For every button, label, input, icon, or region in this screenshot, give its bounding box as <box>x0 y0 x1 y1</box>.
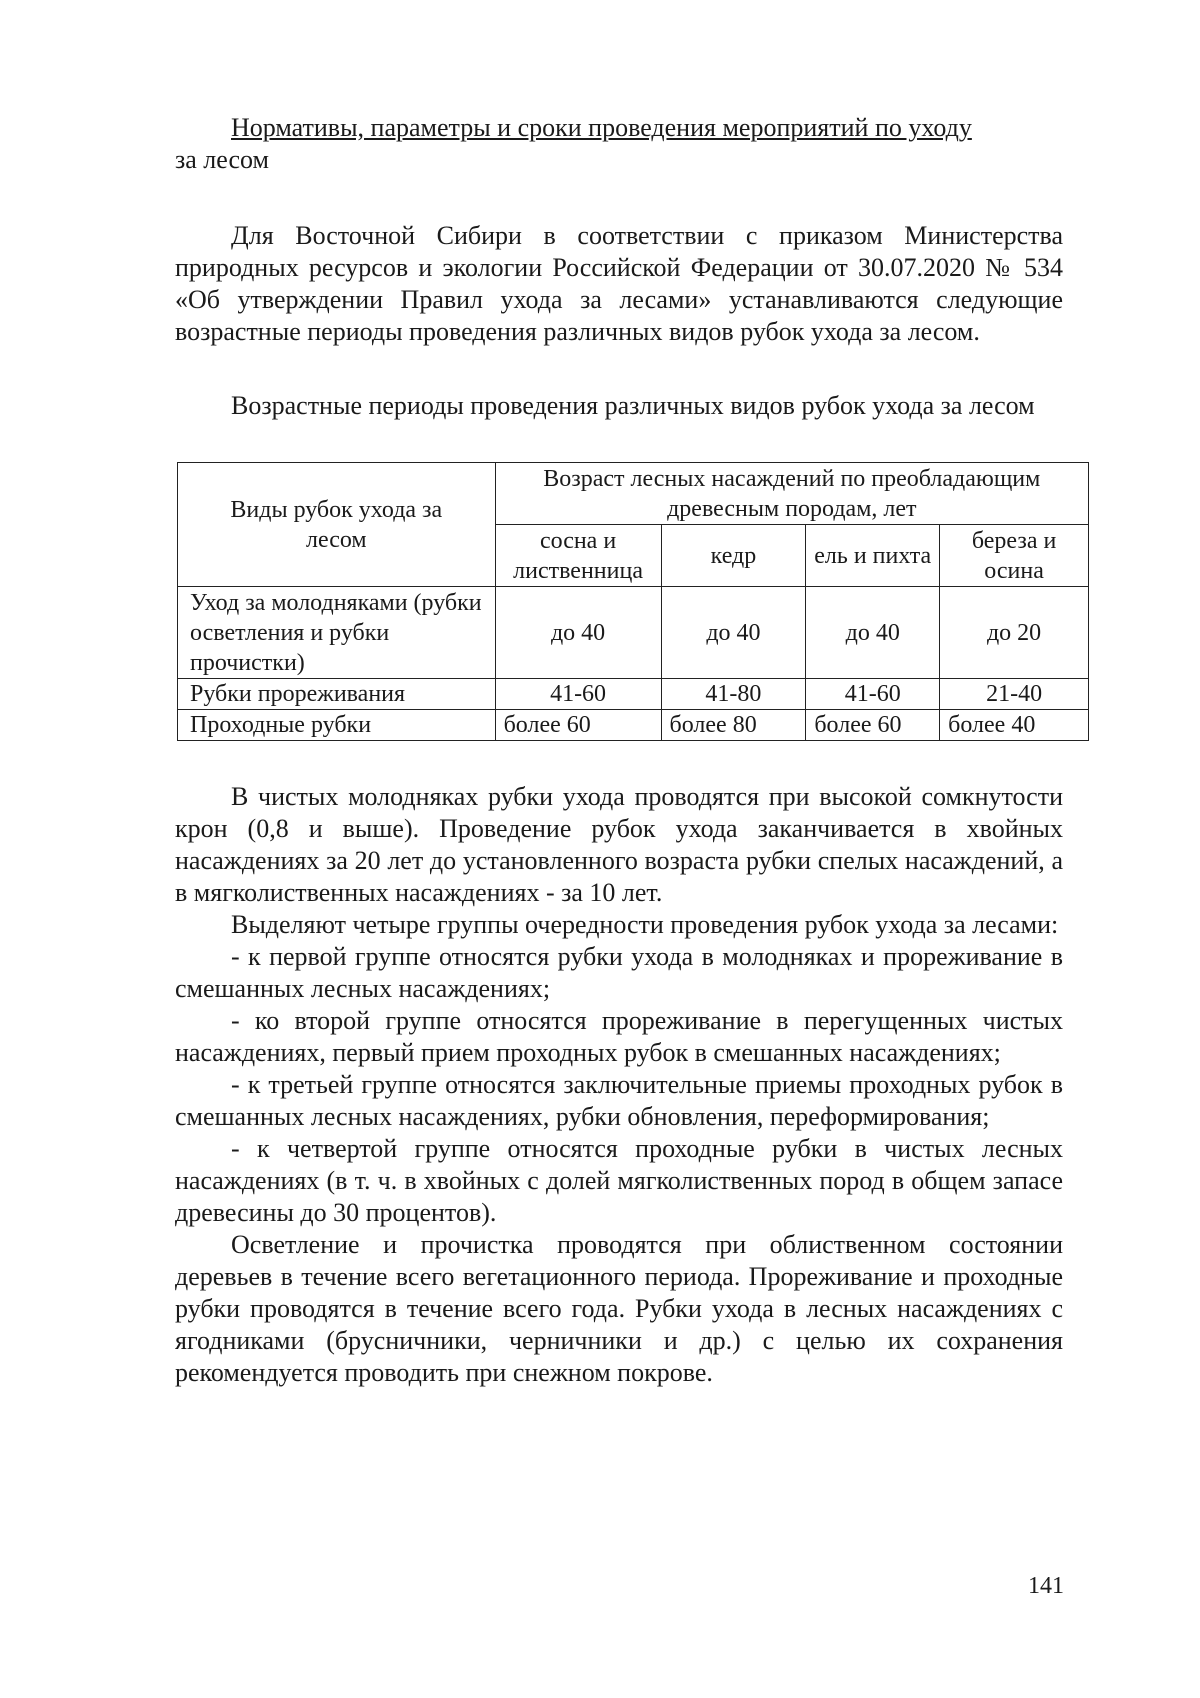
table-row <box>178 679 1089 710</box>
header-species-birch: береза и осина <box>940 525 1089 587</box>
table-cell: до 40 <box>806 587 940 679</box>
table-cell: более 80 <box>661 710 806 741</box>
table-cell: более 60 <box>495 710 661 741</box>
section-heading-line1: Нормативы, параметры и сроки проведения мероприятий по уходу <box>231 113 972 142</box>
row-label: Рубки прореживания <box>178 679 496 710</box>
table-cell: до 20 <box>940 587 1089 679</box>
paragraph-groups-intro: Выделяют четыре группы очередности проведения рубок ухода за лесами: <box>231 910 1059 939</box>
table-container <box>175 462 1063 741</box>
header-cutting-types: Виды рубок ухода за лесом <box>178 463 496 587</box>
table-cell: 41-60 <box>806 679 940 710</box>
table-caption: Возрастные периоды проведения различных видов рубок ухода за лесом <box>231 391 1035 420</box>
page-number: 141 <box>1028 1573 1064 1599</box>
table-cell: более 40 <box>940 710 1089 741</box>
table-cell: 41-60 <box>495 679 661 710</box>
intro-paragraph: Для Восточной Сибири в соответствии с приказом Министерства природных ресурсов и экологии Российской Федерации от 30.07.2020 № 534 «Об утверждении Правил ухода за лесами» устанавливаются следующие возрастные периоды проведения различных видов рубок ухода за лесом. <box>175 221 1063 346</box>
table-row <box>178 710 1089 741</box>
table-cell: до 40 <box>661 587 806 679</box>
list-item-group-1: - к первой группе относятся рубки ухода в молодняках и прореживание в смешанных лесных насаждениях; <box>175 942 1063 1003</box>
table-cell: 41-80 <box>661 679 806 710</box>
header-age-group: Возраст лесных насаждений по преобладающим древесным породам, лет <box>495 463 1088 525</box>
list-item-group-3: - к третьей группе относятся заключительные приемы проходных рубок в смешанных лесных насаждениях, рубки обновления, переформирования; <box>175 1070 1063 1131</box>
table-header-row <box>178 463 1089 525</box>
header-species-cedar: кедр <box>661 525 806 587</box>
header-species-pine: сосна и лиственница <box>495 525 661 587</box>
paragraph-seasonality: Осветление и прочистка проводятся при облиственном состоянии деревьев в течение всего вегетационного периода. Прореживание и проходные рубки проводятся в течение всего года. Рубки ухода в лесных насаждениях с ягодниками (брусничники, черничники и др.) с целью их сохранения рекомендуется проводить при снежном покрове. <box>175 1230 1063 1387</box>
header-species-spruce: ель и пихта <box>806 525 940 587</box>
age-periods-table <box>177 462 1089 741</box>
paragraph-young-stands: В чистых молодняках рубки ухода проводятся при высокой сомкнутости крон (0,8 и выше). Проведение рубок ухода заканчивается в хвойных насаждениях за 20 лет до установленного возраста рубки спелых насаждений, а в мягколиственных насаждениях - за 10 лет. <box>175 782 1063 907</box>
table-cell: до 40 <box>495 587 661 679</box>
section-heading-line2: за лесом <box>175 145 269 174</box>
document-page <box>175 112 1063 1389</box>
table-cell: 21-40 <box>940 679 1089 710</box>
list-item-group-2: - ко второй группе относятся прореживание в перегущенных чистых насаждениях, первый прием проходных рубок в смешанных насаждениях; <box>175 1006 1063 1067</box>
table-row <box>178 587 1089 679</box>
row-label: Уход за молодняками (рубки осветления и рубки прочистки) <box>178 587 496 679</box>
table-cell: более 60 <box>806 710 940 741</box>
list-item-group-4: - к четвертой группе относятся проходные рубки в чистых лесных насаждениях (в т. ч. в хвойных с долей мягколиственных пород в общем запасе древесины до 30 процентов). <box>175 1134 1063 1227</box>
row-label: Проходные рубки <box>178 710 496 741</box>
section-heading <box>175 112 1063 176</box>
